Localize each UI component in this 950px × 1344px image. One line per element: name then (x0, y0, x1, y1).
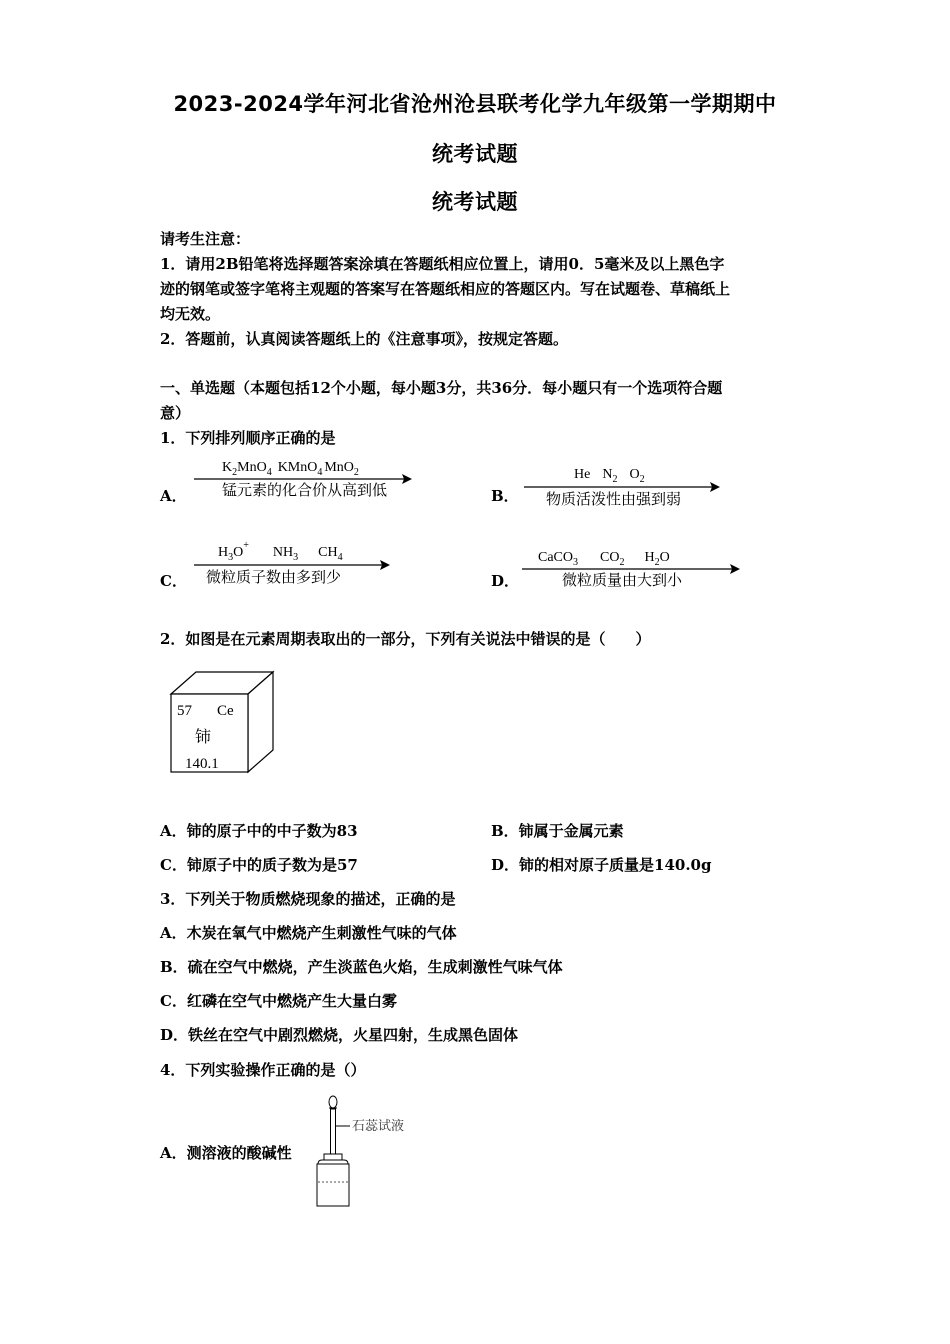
notice-item1-line1: 1．请用2B铅笔将选择题答案涂填在答题纸相应位置上，请用0．5毫米及以上黑色字 (160, 255, 725, 273)
svg-text:K2MnO4KMnO4MnO2 (222, 460, 359, 478)
bottle-body (317, 1164, 349, 1206)
document-title-line2: 统考试题 (432, 142, 518, 166)
q1a-formula4: MnO (324, 460, 354, 475)
q2-stem: 2．如图是在元素周期表取出的一部分，下列有关说法中错误的是（ ） (160, 630, 651, 648)
dropper-bottle-figure (310, 1092, 420, 1210)
svg-text:HeN2O2 (574, 467, 645, 485)
section-heading-line2: 意） (160, 404, 191, 422)
q3-stem: 3．下列关于物质燃烧现象的描述，正确的是 (160, 890, 456, 908)
element-cell-diagram (165, 668, 280, 778)
q1d-sub1: 3 (573, 557, 578, 568)
q1-option-c-arrow-diagram (190, 538, 400, 592)
notice-item1-line2: 迹的钢笔或签字笔将主观题的答案写在答题纸相应的答题区内。写在试题卷、草稿纸上 (160, 280, 731, 298)
element-atomic-number: 57 (177, 703, 192, 719)
q1a-sub3: 4 (317, 467, 323, 478)
q1-option-d-arrow-diagram (520, 543, 750, 593)
q1c-formula1: H (218, 545, 229, 560)
q1d-sub2: 2 (619, 557, 625, 568)
q1a-formula2: MnO (237, 460, 267, 475)
q1-option-b-arrow-diagram (520, 460, 730, 510)
document-title-line3: 统考试题 (432, 190, 518, 214)
dropper-bulb-icon (329, 1096, 337, 1108)
q1d-formula2: CO (600, 550, 620, 565)
q1d-sub3: 2 (654, 557, 660, 568)
q2-option-a: A．铈的原子中的中子数为83 (160, 822, 358, 840)
element-symbol: Ce (217, 703, 234, 719)
q1-option-c-label: C． (160, 572, 187, 590)
q1a-sub1: 2 (232, 467, 238, 478)
element-atomic-mass: 140.1 (185, 756, 219, 772)
q3-option-b: B．硫在空气中燃烧，产生淡蓝色火焰，生成刺激性气味气体 (160, 958, 563, 976)
q4-option-a: A．测溶液的酸碱性 (160, 1144, 292, 1162)
q3-option-c: C．红磷在空气中燃烧产生大量白雾 (160, 992, 397, 1010)
q1b-sub3: 2 (639, 474, 645, 485)
q2-option-d: D．铈的相对原子质量是140.0g (491, 856, 712, 874)
q2-option-b: B．铈属于金属元素 (491, 822, 624, 840)
q1-option-b-label: B． (491, 487, 519, 505)
q1d-formula1: CaCO (538, 550, 573, 565)
q1d-formula3: H (644, 550, 655, 565)
q1b-arrow-caption: 物质活泼性由强到弱 (546, 492, 682, 508)
svg-text:CaCO3CO2H2O (538, 550, 670, 568)
q1c-sub2: 3 (293, 552, 299, 563)
q1a-formula1: K (222, 460, 233, 475)
q1d-arrow-caption: 微粒质量由大到小 (562, 573, 683, 589)
q1b-formula1: He (574, 467, 591, 482)
q4-stem: 4．下列实验操作正确的是（） (160, 1061, 366, 1079)
q1c-sub3: 4 (337, 552, 343, 563)
q1c-formula1b: O (233, 545, 244, 560)
q1b-formula2: N (602, 467, 613, 482)
q1c-sup1: + (243, 540, 249, 551)
document-title-line1: 2023-2024学年河北省沧州沧县联考化学九年级第一学期期中 (173, 92, 777, 116)
notice-heading: 请考生注意： (160, 230, 251, 248)
notice-item2: 2．答题前，认真阅读答题纸上的《注意事项》，按规定答题。 (160, 330, 568, 348)
q3-option-a: A．木炭在氧气中燃烧产生刺激性气味的气体 (160, 924, 457, 942)
element-name: 铈 (195, 729, 212, 746)
q1c-formula2: NH (272, 545, 294, 560)
q1c-formula3: CH (318, 545, 338, 560)
q1-option-d-label: D． (491, 572, 520, 590)
q1a-formula3: KMnO (277, 460, 318, 475)
q1a-arrow-caption: 锰元素的化合价从高到低 (222, 483, 388, 499)
litmus-label: 石蕊试液 (352, 1118, 405, 1133)
q2-option-c: C．铈原子中的质子数为是57 (160, 856, 358, 874)
bottle-shoulder (318, 1160, 348, 1164)
q1a-sub2: 4 (266, 467, 272, 478)
q1b-formula3: O (629, 467, 640, 482)
q1-stem: 1．下列排列顺序正确的是 (160, 429, 336, 447)
q1c-sub1: 3 (228, 552, 234, 563)
notice-item1-line3: 均无效。 (160, 305, 221, 323)
q1b-sub2: 2 (612, 474, 618, 485)
q3-option-d: D．铁丝在空气中剧烈燃烧，火星四射，生成黑色固体 (160, 1026, 519, 1044)
svg-text:H3O+NH3CH4 (218, 540, 343, 563)
q1-option-a-arrow-diagram (190, 455, 420, 505)
q1-option-a-label: A． (160, 487, 187, 505)
q1d-formula3b: O (659, 550, 670, 565)
q1a-sub4: 2 (353, 467, 359, 478)
q1c-arrow-caption: 微粒质子数由多到少 (206, 570, 342, 586)
section-heading-line1: 一、单选题（本题包括12个小题，每小题3分，共36分．每小题只有一个选项符合题 (160, 379, 723, 397)
